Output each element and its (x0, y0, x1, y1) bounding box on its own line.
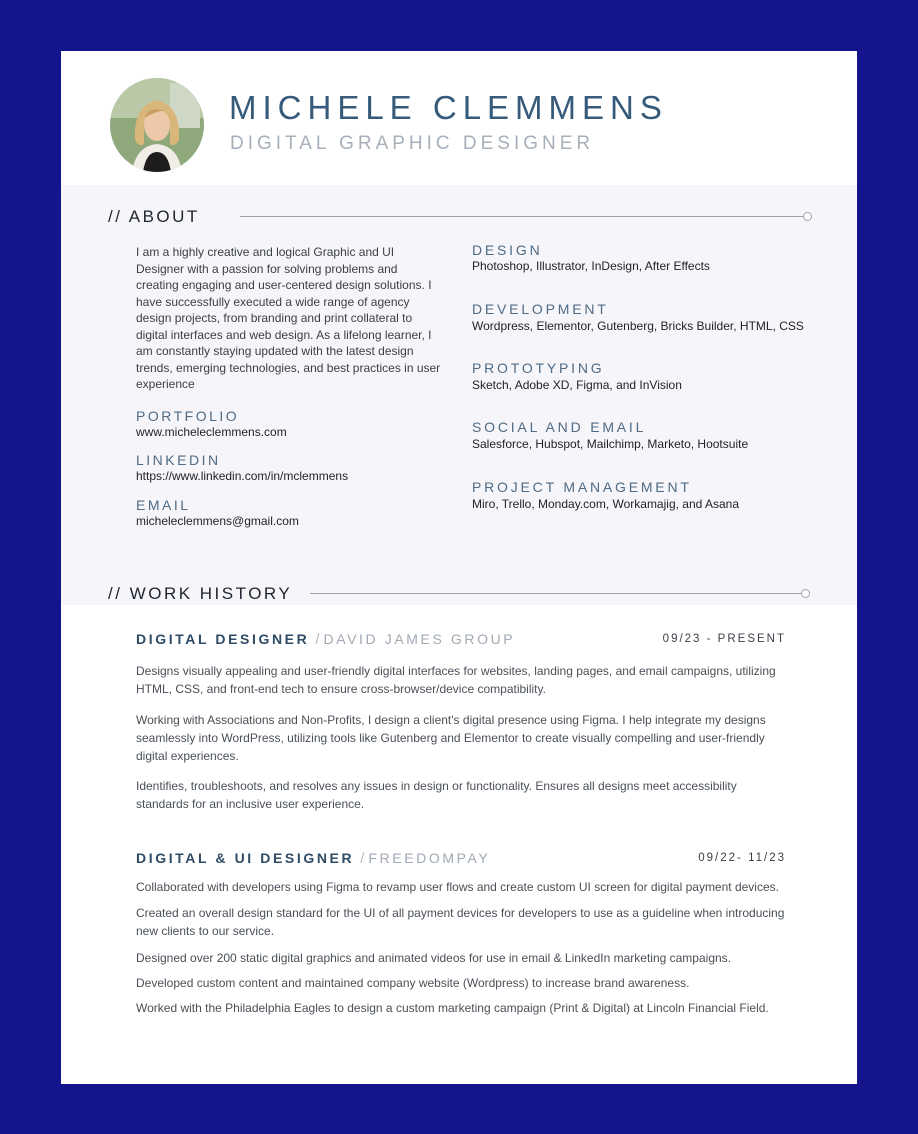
job-description: Designs visually appealing and user-friendly digital interfaces for websites, landing pages, and email campaigns, utilizing HTML, CSS, and front-end tech to ensure cross-browser/device compatibility. (136, 664, 776, 696)
about-text: I am a highly creative and logical Graphic and UI Designer with a passion for solving problems and creating engaging and user-centered design solutions. I have successfully executed a wide range of agency design projects, from branding and print collateral to digital interfaces and web design. As a lifelong learner, I am constantly staying updated with the latest design trends, emerging technologies, and best practices in user experience (136, 245, 441, 391)
job-title: DIGITAL & UI DESIGNER (136, 850, 355, 866)
job-description: Worked with the Philadelphia Eagles to design a custom marketing campaign (Print & Digital) at Lincoln Financial Field. (136, 1001, 769, 1015)
job-description: Created an overall design standard for the UI of all payment devices for developers to use as a guideline when introducing new clients to our service. (136, 906, 785, 938)
work-history-heading: // WORK HISTORY (108, 584, 293, 603)
profile-photo (110, 78, 204, 172)
job-dates: 09/22- 11/23 (698, 852, 786, 864)
job-description: Collaborated with developers using Figma to revamp user flows and create custom UI screen for digital payment devices. (136, 880, 779, 894)
skill-label-social-email: SOCIAL AND EMAIL (472, 419, 647, 435)
skill-label-project-management: PROJECT MANAGEMENT (472, 479, 692, 495)
about-divider-dot (803, 212, 812, 221)
work-history-divider (310, 593, 801, 594)
about-divider (240, 216, 803, 217)
skill-value-prototyping: Sketch, Adobe XD, Figma, and InVision (472, 378, 682, 392)
work-history-divider-dot (801, 589, 810, 598)
skill-label-development: DEVELOPMENT (472, 301, 609, 317)
job-title: DIGITAL DESIGNER (136, 631, 310, 647)
job-dates: 09/23 - PRESENT (662, 633, 786, 645)
skill-value-design: Photoshop, Illustrator, InDesign, After Effects (472, 259, 710, 273)
email-label: EMAIL (136, 497, 191, 513)
portfolio-label: PORTFOLIO (136, 408, 240, 424)
job-description: Designed over 200 static digital graphics and animated videos for use in email & LinkedIn marketing campaigns. (136, 951, 731, 965)
job-separator: / (315, 631, 320, 648)
portfolio-link[interactable]: www.micheleclemmens.com (136, 425, 287, 439)
job-company: DAVID JAMES GROUP (323, 631, 516, 647)
job-separator: / (360, 850, 365, 867)
skill-value-development: Wordpress, Elementor, Gutenberg, Bricks Builder, HTML, CSS (472, 319, 804, 333)
candidate-role: DIGITAL GRAPHIC DESIGNER (230, 133, 595, 154)
skill-value-project-management: Miro, Trello, Monday.com, Workamajig, and Asana (472, 497, 739, 511)
job-description: Identifies, troubleshoots, and resolves any issues in design or functionality. Ensures all designs meet accessibility standards for an inclusive user experience. (136, 779, 737, 811)
job-company: FREEDOMPAY (368, 850, 491, 866)
skill-label-design: DESIGN (472, 242, 543, 258)
job-description: Developed custom content and maintained company website (Wordpress) to increase brand awareness. (136, 976, 690, 990)
candidate-name: MICHELE CLEMMENS (229, 89, 668, 126)
resume-page (61, 51, 857, 1084)
about-heading: // ABOUT (108, 207, 200, 226)
linkedin-label: LINKEDIN (136, 452, 221, 468)
job-description: Working with Associations and Non-Profits, I design a client's digital presence using Figma. I help integrate my designs seamlessly into WordPress, utilizing tools like Gutenberg and Elementor to create visually compelling and user-friendly digital experiences. (136, 713, 766, 763)
skill-label-prototyping: PROTOTYPING (472, 360, 605, 376)
job-header (136, 631, 515, 649)
skill-value-social-email: Salesforce, Hubspot, Mailchimp, Marketo, Hootsuite (472, 437, 749, 451)
linkedin-link[interactable]: https://www.linkedin.com/in/mclemmens (136, 469, 349, 483)
job-header (136, 850, 490, 868)
email-link[interactable]: micheleclemmens@gmail.com (136, 514, 299, 528)
